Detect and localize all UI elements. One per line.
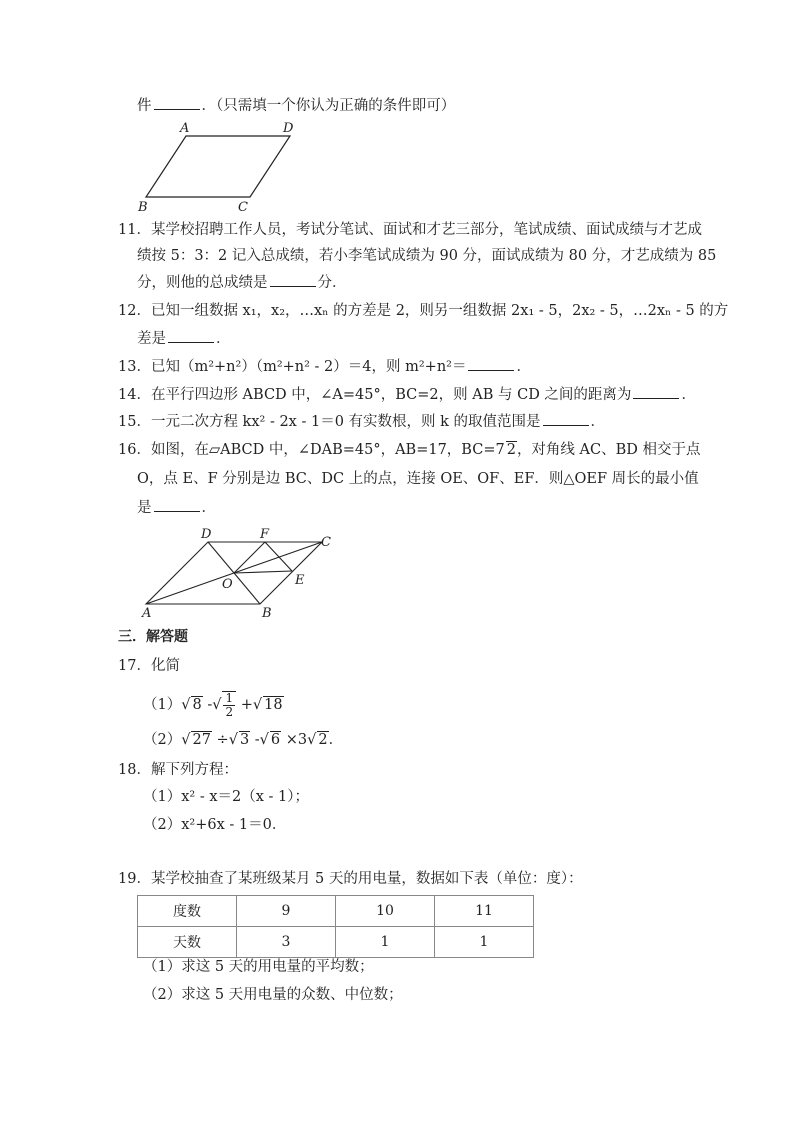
section-heading: 三．解答题 [118,629,188,645]
q16-line3: 是 ． [137,497,216,518]
q11-line2: 绩按 5：3：2 记入总成绩，若小李笔试成绩为 90 分，面试成绩为 80 分，才艺成绩为 85 [137,248,717,264]
label-A: A [142,606,152,621]
table-cell: 10 [336,896,435,927]
q18-part1: （1）x² - x＝2（x - 1）； [143,789,310,805]
table-row [138,927,534,958]
q11-line1: 11．某学校招聘工作人员，考试分笔试、面试和才艺三部分，笔试成绩、面试成绩与才艺成 [118,222,702,238]
label-D: D [283,121,294,136]
label-D: D [201,527,212,542]
q18-title: 18．解下列方程： [118,762,238,778]
label-C: C [238,200,248,215]
table-cell: 天数 [138,927,237,958]
q19-part1: （1）求这 5 天的用电量的平均数； [143,959,374,975]
q17-title: 17．化简 [118,658,180,674]
label-A: A [180,121,190,136]
q12-line2: 差是 ． [137,328,231,349]
sqrt-2: 2 [506,442,516,458]
q12-line1: 12．已知一组数据 x₁，x₂，…xₙ 的方差是 2，则另一组数据 2x₁ - 5，2x₂ - 5，…2xₙ - 5 的方 [118,303,729,319]
q10-tail: 件 ．（只需填一个你认为正确的条件即可） [137,95,455,116]
electricity-table [137,895,534,958]
q13: 13．已知（m²+n²）（m²+n² - 2）＝4，则 m²+n²＝ ． [118,356,531,377]
table-cell: 3 [237,927,336,958]
q17-part1: （1）√ 8 -√ $\frac{1}{2}$ +√ 18 [143,690,283,719]
table-cell: 度数 [138,896,237,927]
q19-part2: （2）求这 5 天用电量的众数、中位数； [143,987,403,1003]
table-row [138,896,534,927]
label-B: B [138,200,148,215]
q16-line2: O，点 E、F 分别是边 BC、DC 上的点，连接 OE、OF、EF．则△OEF 周长的最小值 [137,471,699,487]
table-cell: 11 [435,896,534,927]
q11-line3: 分，则他的总成绩是 分． [137,272,347,293]
table-cell: 9 [237,896,336,927]
q16-line1: 16．如图，在▱ABCD 中，∠DAB=45°，AB=17，BC=7 2，对角线 AC、BD 相交于点 [118,442,701,458]
label-O: O [222,577,233,592]
label-F: F [260,527,270,542]
q14: 14．在平行四边形 ABCD 中，∠A=45°，BC=2，则 AB 与 CD 之间的距离为 ． [118,384,696,405]
q17-part2: （2）√ 27 ÷√ 3 -√ 6 ×3√ 2． [143,732,344,748]
table-cell: 1 [336,927,435,958]
q15: 15．一元二次方程 kx² - 2x - 1＝0 有实数根，则 k 的取值范围是 ． [118,411,605,432]
q19-title: 19．某学校抽查了某班级某月 5 天的用电量，数据如下表（单位：度）： [118,871,583,887]
label-C: C [321,535,331,550]
label-B: B [262,606,272,621]
label-E: E [295,573,305,588]
q18-part2: （2）x²+6x - 1＝0． [143,817,287,833]
table-cell: 1 [435,927,534,958]
